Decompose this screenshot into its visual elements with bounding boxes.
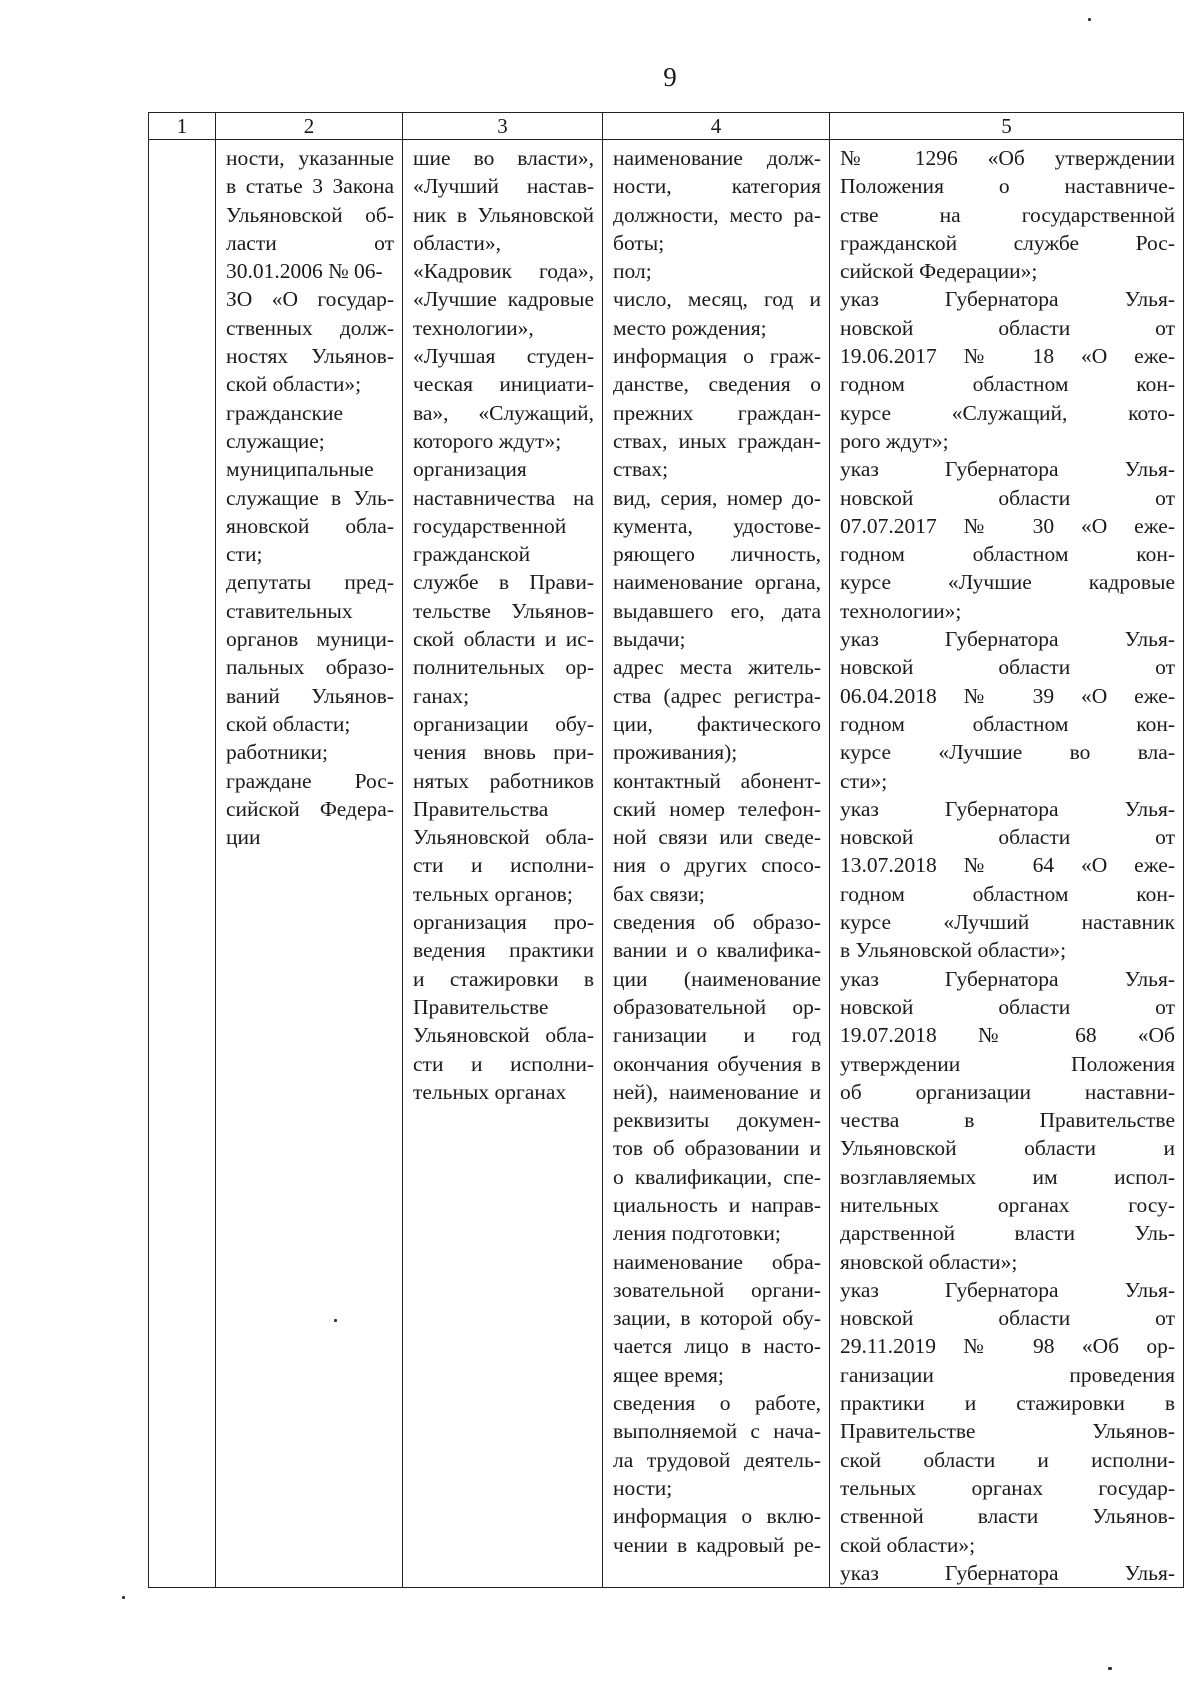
- cell-text-line: ской области;: [226, 711, 351, 736]
- cell-text-line: циальность и направ-: [613, 1192, 821, 1217]
- cell-text-line: бах связи;: [613, 881, 705, 906]
- cell-text-line: реквизиты докумен-: [613, 1108, 821, 1133]
- cell-text-line: Правительстве Ульянов-: [840, 1419, 1175, 1444]
- cell-text-line: сведения о работе,: [613, 1391, 821, 1416]
- cell-text-line: чества в Правительстве: [840, 1108, 1175, 1133]
- cell-text-line: чения вновь при-: [413, 740, 594, 765]
- scan-speck: [1088, 18, 1091, 21]
- cell-text-line: ласти от: [226, 230, 394, 255]
- cell-text-line: 19.07.2018 № 68 «Об: [840, 1023, 1175, 1048]
- cell-text-line: ганах;: [413, 683, 470, 708]
- cell-text-line: указ Губернатора Улья-: [840, 966, 1175, 991]
- cell-text-line: Правительства: [413, 796, 549, 821]
- cell-text-line: государственной: [413, 513, 567, 538]
- cell-text-line: боты;: [613, 230, 665, 255]
- cell-text-line: ства (адрес регистра-: [613, 683, 821, 708]
- cell-text-line: ления подготовки;: [613, 1221, 781, 1246]
- cell-text-line: утверждении Положения: [840, 1051, 1175, 1076]
- table-row: [149, 140, 1184, 1588]
- cell-text-line: о квалификации, спе-: [613, 1164, 821, 1189]
- cell-text-line: ности, категория: [613, 174, 821, 199]
- cell-text-line: сти»;: [840, 768, 888, 793]
- cell-text-line: в статье 3 Закона: [226, 174, 394, 199]
- cell-text-line: служащие;: [226, 428, 325, 453]
- cell-text-line: пальных образо-: [226, 655, 394, 680]
- cell-text-line: ской области и ис-: [413, 627, 594, 652]
- cell-text-line: ской области»;: [840, 1532, 976, 1557]
- cell-text-line: 29.11.2019 № 98 «Об ор-: [840, 1334, 1175, 1359]
- cell-text-line: шие во власти»,: [413, 146, 594, 170]
- cell-col-4: [603, 140, 830, 1588]
- cell-text-line: вид, серия, номер до-: [613, 485, 821, 510]
- cell-text-line: новской области от: [840, 994, 1175, 1019]
- cell-text-line: окончания обучения в: [613, 1051, 821, 1076]
- document-table: [148, 112, 1184, 1588]
- cell-text-line: Ульяновской обла-: [413, 1023, 594, 1048]
- cell-text-line: области»,: [413, 230, 501, 255]
- cell-text-line: технологии»,: [413, 315, 534, 340]
- cell-text-line: тельных органах государ-: [840, 1475, 1175, 1500]
- cell-text-line: адрес места житель-: [613, 655, 821, 680]
- cell-text-line: данстве, сведения о: [613, 372, 821, 397]
- cell-text-line: тельных органах: [413, 1079, 567, 1104]
- cell-text-line: сти и исполни-: [413, 1051, 594, 1076]
- cell-text-line: ственных долж-: [226, 315, 394, 340]
- cell-col-5: [830, 140, 1184, 1588]
- cell-text-line: организация: [413, 457, 527, 482]
- cell-text-line: указ Губернатора Улья-: [840, 796, 1175, 821]
- cell-text-line: ва», «Служащий,: [413, 400, 594, 425]
- cell-text-line: ции: [226, 825, 261, 850]
- cell-text-line: ганизации и год: [613, 1023, 821, 1048]
- cell-text-line: тельных органов;: [413, 881, 573, 906]
- cell-text-line: наименование долж-: [613, 146, 821, 170]
- cell-text-line: курсе «Лучшие кадровые: [840, 570, 1175, 595]
- cell-text-line: должности, место ра-: [613, 202, 821, 227]
- cell-text-line: наименование органа,: [613, 570, 821, 595]
- page-number: 9: [663, 62, 677, 92]
- cell-text-line: число, месяц, год и: [613, 287, 821, 312]
- cell-text-line: полнительных ор-: [413, 655, 594, 680]
- cell-col-1: [149, 140, 216, 1588]
- cell-text-line: выдавшего его, дата: [613, 598, 821, 623]
- cell-text-line: яновской области»;: [840, 1249, 1018, 1274]
- cell-text-line: ящее время;: [613, 1362, 724, 1387]
- cell-text-line: выдачи;: [613, 627, 686, 652]
- cell-text-line: технологии»;: [840, 598, 962, 623]
- cell-text-line: новской области от: [840, 655, 1175, 680]
- cell-text-line: выполняемой с нача-: [613, 1419, 821, 1444]
- column-header-1: 1: [149, 113, 216, 140]
- cell-text-line: практики и стажировки в: [840, 1391, 1175, 1416]
- cell-text-line: «Кадровик года»,: [413, 259, 594, 284]
- cell-text-line: ности;: [613, 1475, 673, 1500]
- cell-text-line: 13.07.2018 № 64 «О еже-: [840, 853, 1175, 878]
- cell-text-line: об организации наставни-: [840, 1079, 1175, 1104]
- cell-text-line: Правительстве: [413, 994, 549, 1019]
- cell-text-line: ции, фактического: [613, 711, 821, 736]
- cell-text-line: органов муници-: [226, 627, 394, 652]
- cell-text-line: указ Губернатора Улья-: [840, 1277, 1175, 1302]
- cell-text-line: ваний Ульянов-: [226, 683, 394, 708]
- cell-text-line: новской области от: [840, 1306, 1175, 1331]
- cell-text-line: информация о граж-: [613, 344, 821, 369]
- cell-text-line: гражданские: [226, 400, 343, 425]
- cell-text-line: организации обу-: [413, 711, 594, 736]
- cell-text-line: указ Губернатора Улья-: [840, 457, 1175, 482]
- cell-text-line: нятых работников: [413, 768, 594, 793]
- cell-text-line: службе в Прави-: [413, 570, 594, 595]
- cell-text-line: ней), наименование и: [613, 1079, 821, 1104]
- cell-text-line: ностях Ульянов-: [226, 344, 394, 369]
- cell-text-line: Ульяновской обла-: [413, 825, 594, 850]
- cell-text-line: Ульяновской области и: [840, 1136, 1175, 1161]
- cell-text-line: ский номер телефон-: [613, 796, 821, 821]
- cell-text-line: зации, в которой обу-: [613, 1306, 821, 1331]
- column-header-2: 2: [216, 113, 403, 140]
- cell-text-line: депутаты пред-: [226, 570, 394, 595]
- cell-text-line: которого ждут»;: [413, 428, 562, 453]
- cell-text-line: ряющего личность,: [613, 542, 821, 567]
- cell-text-line: указ Губернатора Улья-: [840, 287, 1175, 312]
- cell-text-line: чении в кадровый ре-: [613, 1532, 821, 1557]
- cell-col-3: [403, 140, 603, 1588]
- cell-text-line: ла трудовой деятель-: [613, 1447, 821, 1472]
- cell-text-line: Ульяновской об-: [226, 202, 394, 227]
- cell-text-line: «Лучшие кадровые: [413, 287, 594, 312]
- cell-text-line: ности, указанные: [226, 146, 394, 170]
- cell-text-line: ческая инициати-: [413, 372, 594, 397]
- cell-text-line: ской области и исполни-: [840, 1447, 1175, 1472]
- cell-text-line: ной связи или сведе-: [613, 825, 821, 850]
- cell-text-line: ствах, иных граждан-: [613, 428, 821, 453]
- cell-text-line: проживания);: [613, 740, 738, 765]
- cell-text-line: сведения об образо-: [613, 910, 821, 935]
- cell-text-line: ской области»;: [226, 372, 362, 397]
- scan-speck: [122, 1596, 125, 1599]
- cell-text-line: ЗО «О государ-: [226, 287, 394, 312]
- cell-text-line: место рождения;: [613, 315, 767, 340]
- cell-text-line: ставительных: [226, 598, 353, 623]
- cell-text-line: годном областном кон-: [840, 881, 1175, 906]
- cell-text-line: 06.04.2018 № 39 «О еже-: [840, 683, 1175, 708]
- cell-text-line: информация о вклю-: [613, 1504, 821, 1529]
- cell-text-line: 07.07.2017 № 30 «О еже-: [840, 513, 1175, 538]
- scan-speck: [334, 1319, 337, 1322]
- column-header-4: 4: [603, 113, 830, 140]
- cell-text-line: ведения практики: [413, 938, 594, 963]
- scan-speck: [1108, 1667, 1112, 1670]
- cell-text-line: граждане Рос-: [226, 768, 394, 793]
- cell-text-line: рого ждут»;: [840, 428, 949, 453]
- cell-text-line: годном областном кон-: [840, 542, 1175, 567]
- cell-text-line: чается лицо в насто-: [613, 1334, 821, 1359]
- cell-text-line: гражданской: [413, 542, 531, 567]
- cell-text-line: новской области от: [840, 485, 1175, 510]
- cell-text-line: Положения о наставниче-: [840, 174, 1175, 199]
- cell-text-line: новской области от: [840, 825, 1175, 850]
- cell-text-line: стве на государственной: [840, 202, 1175, 227]
- cell-text-line: сийской Федерации»;: [840, 259, 1038, 284]
- cell-text-line: ния о других спосо-: [613, 853, 821, 878]
- cell-text-line: наименование обра-: [613, 1249, 821, 1274]
- column-header-5: 5: [830, 113, 1184, 140]
- cell-text-line: пол;: [613, 259, 652, 284]
- cell-text-line: указ Губернатора Улья-: [840, 1560, 1175, 1585]
- cell-text-line: указ Губернатора Улья-: [840, 627, 1175, 652]
- cell-text-line: нительных органах госу-: [840, 1192, 1175, 1217]
- cell-col-2: [216, 140, 403, 1588]
- cell-text-line: ствах;: [613, 457, 669, 482]
- cell-text-line: 30.01.2006 № 06-: [226, 259, 383, 284]
- cell-text-line: сти и исполни-: [413, 853, 594, 878]
- cell-text-line: «Лучшая студен-: [413, 344, 594, 369]
- cell-text-line: новской области от: [840, 315, 1175, 340]
- table-header-row: [149, 113, 1184, 140]
- cell-text-line: муниципальные: [226, 457, 374, 482]
- cell-text-line: тов об образовании и: [613, 1136, 821, 1161]
- cell-text-line: гражданской службе Рос-: [840, 230, 1175, 255]
- cell-text-line: работники;: [226, 740, 329, 765]
- column-header-3: 3: [403, 113, 603, 140]
- cell-text-line: 19.06.2017 № 18 «О еже-: [840, 344, 1175, 369]
- cell-text-line: дарственной власти Уль-: [840, 1221, 1175, 1246]
- cell-text-line: контактный абонент-: [613, 768, 821, 793]
- cell-text-line: сти;: [226, 542, 263, 567]
- cell-text-line: курсе «Служащий, кото-: [840, 400, 1175, 425]
- cell-text-line: ственной власти Ульянов-: [840, 1504, 1175, 1529]
- cell-text-line: «Лучший настав-: [413, 174, 594, 199]
- cell-text-line: ции (наименование: [613, 966, 821, 991]
- cell-text-line: ник в Ульяновской: [413, 202, 594, 227]
- cell-text-line: кумента, удостове-: [613, 513, 821, 538]
- cell-text-line: сийской Федера-: [226, 796, 394, 821]
- cell-text-line: наставничества на: [413, 485, 594, 510]
- cell-text-line: служащие в Уль-: [226, 485, 394, 510]
- cell-text-line: прежних граждан-: [613, 400, 821, 425]
- cell-text-line: ганизации проведения: [840, 1362, 1175, 1387]
- cell-text-line: № 1296 «Об утверждении: [840, 146, 1175, 170]
- cell-text-line: образовательной ор-: [613, 994, 821, 1019]
- cell-text-line: возглавляемых им испол-: [840, 1164, 1175, 1189]
- cell-text-line: курсе «Лучшие во вла-: [840, 740, 1175, 765]
- cell-text-line: в Ульяновской области»;: [840, 938, 1067, 963]
- cell-text-line: курсе «Лучший наставник: [840, 910, 1175, 935]
- cell-text-line: зовательной органи-: [613, 1277, 821, 1302]
- cell-text-line: тельстве Ульянов-: [413, 598, 594, 623]
- cell-text-line: годном областном кон-: [840, 372, 1175, 397]
- cell-text-line: вании и о квалифика-: [613, 938, 821, 963]
- cell-text-line: организация про-: [413, 910, 594, 935]
- cell-text-line: годном областном кон-: [840, 711, 1175, 736]
- cell-text-line: яновской обла-: [226, 513, 394, 538]
- cell-text-line: и стажировки в: [413, 966, 594, 991]
